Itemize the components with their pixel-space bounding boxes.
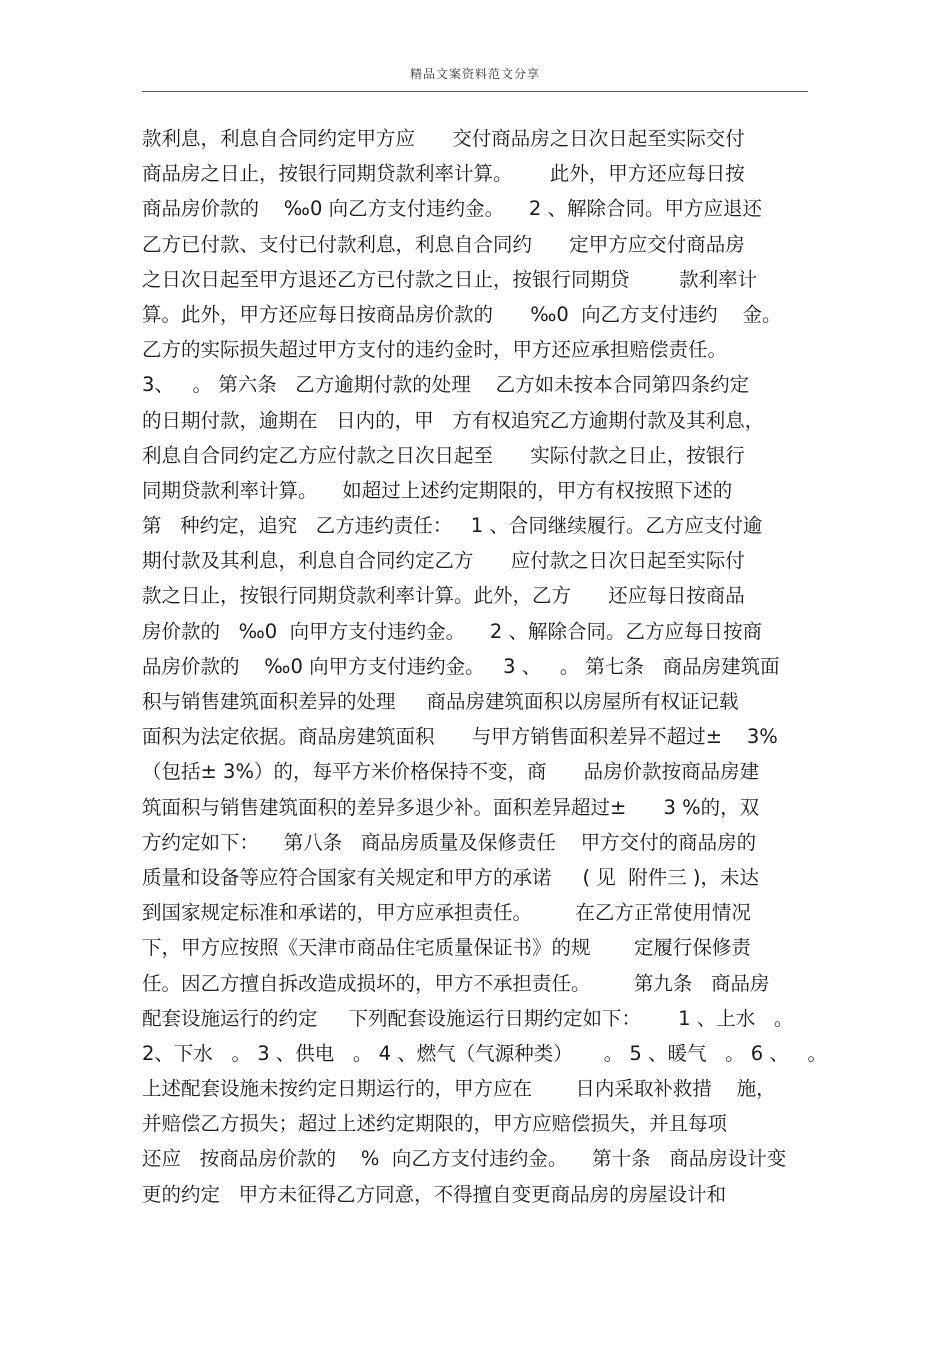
body-line: 之日次日起至甲方退还乙方已付款之日止，按银行同期贷 款利率计 bbox=[142, 267, 758, 291]
body-line: 任。因乙方擅自拆改造成损坏的，甲方不承担责任。 第九条 商品房 bbox=[142, 971, 770, 995]
body-line: 乙方已付款、支付已付款利息，利息自合同约 定甲方应交付商品房 bbox=[142, 232, 745, 256]
body-line: 同期贷款利率计算。 如超过上述约定期限的，甲方有权按照下述的 bbox=[142, 478, 733, 502]
body-line: 款之日止，按银行同期贷款利率计算。此外，乙方 还应每日按商品 bbox=[142, 584, 745, 608]
body-line: 第 种约定，追究 乙方违约责任： 1 、合同继续履行。乙方应支付逾 bbox=[142, 514, 763, 538]
body-line: 下，甲方应按照《天津市商品住宅质量保证书》的规 定履行保修责 bbox=[142, 936, 751, 960]
body-line: 利息自合同约定乙方应付款之日次日起至 实际付款之日止，按银行 bbox=[142, 443, 745, 467]
body-line: 款利息，利息自合同约定甲方应 交付商品房之日次日起至实际交付 bbox=[142, 127, 745, 150]
body-line: 更的约定 甲方未征得乙方同意，不得擅自变更商品房的房屋设计和 bbox=[142, 1182, 727, 1206]
body-line: 的日期付款，逾期在 日内的，甲 方有权追究乙方逾期付款及其利息， bbox=[142, 408, 765, 432]
body-line: 房价款的 ‰0 向甲方支付违约金。 2 、解除合同。乙方应每日按商 bbox=[142, 619, 762, 643]
body-line: 乙方的实际损失超过甲方支付的违约金时，甲方还应承担赔偿责任。 bbox=[142, 338, 728, 362]
header-divider bbox=[142, 91, 808, 92]
body-line: 还应 按商品房价款的 % 向乙方支付违约金。 第十条 商品房设计变 bbox=[142, 1147, 787, 1171]
body-line: 质量和设备等应符合国家有关规定和甲方的承诺 ( 见 附件三 )，未达 bbox=[142, 865, 760, 889]
page-header: 精品文案资料范文分享 bbox=[409, 67, 540, 81]
body-line: 商品房价款的 ‰0 向乙方支付违约金。 2 、解除合同。甲方应退还 bbox=[142, 197, 762, 221]
document-body bbox=[142, 121, 827, 1212]
body-line: 筑面积与销售建筑面积的差异多退少补。面积差异超过± 3 %的，双 bbox=[142, 795, 760, 819]
body-line: 商品房之日止，按银行同期贷款利率计算。 此外，甲方还应每日按 bbox=[142, 162, 745, 186]
body-line: 品房价款的 ‰0 向甲方支付违约金。 3 、 。 第七条 商品房建筑面 bbox=[142, 654, 780, 678]
body-line: 期付款及其利息，利息自合同约定乙方 应付款之日次日起至实际付 bbox=[142, 549, 745, 573]
body-line: 3、 。 第六条 乙方逾期付款的处理 乙方如未按本合同第四条约定 bbox=[142, 373, 750, 397]
body-line: 积与销售建筑面积差异的处理 商品房建筑面积以房屋所有权证记载 bbox=[142, 690, 739, 713]
body-line: 并赔偿乙方损失；超过上述约定期限的，甲方应赔偿损失，并且每项 bbox=[142, 1112, 728, 1136]
body-line: 上述配套设施未按约定日期运行的，甲方应在 日内采取补救措 施， bbox=[142, 1077, 776, 1101]
body-line: 算。此外，甲方还应每日按商品房价款的 ‰0 向乙方支付违约 金。 bbox=[142, 302, 782, 326]
body-line: 配套设施运行的约定 下列配套设施运行日期约定如下： 1 、上水 。 bbox=[142, 1006, 794, 1030]
body-line: 2、下水 。 3 、供电 。 4 、燃气（气源种类） 。 5 、暖气 。 6 、 。 bbox=[142, 1041, 827, 1065]
body-line: 到国家规定标准和承诺的，甲方应承担责任。 在乙方正常使用情况 bbox=[142, 901, 751, 925]
body-line: 面积为法定依据。商品房建筑面积 与甲方销售面积差异不超过± 3% bbox=[142, 725, 778, 749]
body-line: 方约定如下： 第八条 商品房质量及保修责任 甲方交付的商品房的 bbox=[142, 830, 757, 854]
body-line: （包括± 3%）的，每平方米价格保持不变，商 品房价款按商品房建 bbox=[142, 760, 760, 784]
